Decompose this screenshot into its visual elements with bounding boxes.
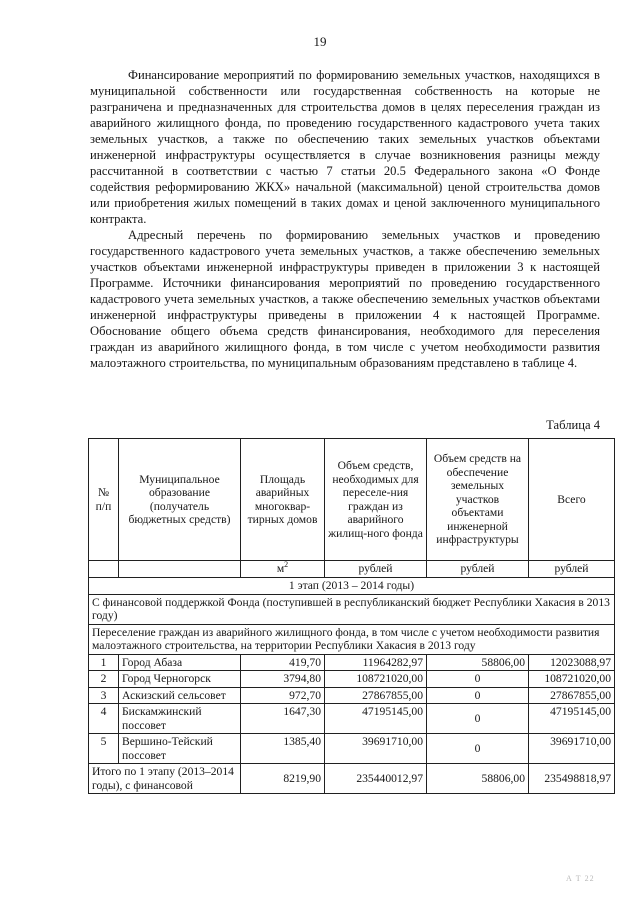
- row-area: 419,70: [241, 654, 325, 671]
- total-relocation: 235440012,97: [325, 764, 427, 794]
- header-area: Площадь аварийных многоквар-тирных домов: [241, 439, 325, 561]
- row-num: 1: [89, 654, 119, 671]
- row-num: 3: [89, 687, 119, 704]
- row-infrastructure: 58806,00: [427, 654, 529, 671]
- row-infrastructure: 0: [427, 704, 529, 734]
- stage-label: 1 этап (2013 – 2014 годы): [89, 578, 615, 595]
- row-total: 108721020,00: [529, 671, 615, 688]
- table-row: [89, 671, 615, 688]
- unit-cell-empty: [119, 561, 241, 578]
- row-relocation: 47195145,00: [325, 704, 427, 734]
- table-row: [89, 734, 615, 764]
- row-municipality: Город Абаза: [119, 654, 241, 671]
- unit-area-text: м: [276, 562, 285, 576]
- paragraph-financing: Финансирование мероприятий по формированию земельных участков, находящихся в муниципальной собственности или государственная собственность на которые не разграничена и предназначенных для строительства домов в целях переселения граждан из аварийного жилищного фонда, по проведению государственного кадастрового учета таких земельных участков, а также по обеспечению таких земельных участков объектами инженерной инфраструктуры осуществляется в случае возникновения разницы между рассчитанной в соответствии с частью 7 статьи 20.5 Федерального закона «О Фонде содействия реформированию ЖКХ» начальной (максимальной) ценой строительства домов или приобретения жилых помещений в таких домах и ценой заключенного муниципального контракта.: [90, 68, 600, 226]
- unit-infrastructure: рублей: [427, 561, 529, 578]
- row-total: 27867855,00: [529, 687, 615, 704]
- table-row: [89, 687, 615, 704]
- row-total: 12023088,97: [529, 654, 615, 671]
- header-infrastructure: Объем средств на обеспечение земельных участков объектами инженерной инфраструктуры: [427, 439, 529, 561]
- unit-cell-empty: [89, 561, 119, 578]
- row-area: 1647,30: [241, 704, 325, 734]
- row-area: 972,70: [241, 687, 325, 704]
- row-relocation: 11964282,97: [325, 654, 427, 671]
- row-relocation: 108721020,00: [325, 671, 427, 688]
- row-area: 3794,80: [241, 671, 325, 688]
- units-row: [89, 561, 615, 578]
- header-row: [89, 439, 615, 561]
- row-infrastructure: 0: [427, 671, 529, 688]
- table-caption: Таблица 4: [546, 418, 600, 432]
- row-num: 2: [89, 671, 119, 688]
- page-number: 19: [313, 34, 327, 49]
- header-num: № п/п: [89, 439, 119, 561]
- row-municipality: Вершино-Тейский поссовет: [119, 734, 241, 764]
- footer-stamp: А Т 22: [566, 874, 595, 883]
- row-relocation: 27867855,00: [325, 687, 427, 704]
- subsection-fund-support: С финансовой поддержкой Фонда (поступившей в республиканский бюджет Республики Хакасия в 2013 году): [89, 594, 615, 624]
- total-label: Итого по 1 этапу (2013–2014 годы), с финансовой: [89, 764, 241, 794]
- stage-row: [89, 578, 615, 595]
- row-relocation: 39691710,00: [325, 734, 427, 764]
- subsection-row-2: [89, 624, 615, 654]
- subsection-resettlement: Переселение граждан из аварийного жилищного фонда, в том числе с учетом необходимости развития малоэтажного строительства, на территории Республики Хакасия в 2013 году: [89, 624, 615, 654]
- row-total: 47195145,00: [529, 704, 615, 734]
- paragraph-address-list: Адресный перечень по формированию земельных участков и проведению государственного кадастрового учета земельных участков, а также обеспечению земельных участков объектами инженерной инфраструктуры приведен в приложении 3 к настоящей Программе. Источники финансирования мероприятий по проведению государственного кадастрового учета земельных участков, а также обеспечению земельных участков объектами инженерной инфраструктуры приведены в приложении 4 к настоящей Программе. Обоснование общего объема средств финансирования, необходимого для переселения граждан из аварийного жилищного фонда, в том числе с учетом необходимости развития малоэтажного строительства, по муниципальным образованиям представлено в таблице 4.: [90, 228, 600, 370]
- row-municipality: Город Черногорск: [119, 671, 241, 688]
- header-relocation: Объем средств, необходимых для переселе-ния граждан из аварийного жилищ-ного фонда: [325, 439, 427, 561]
- header-municipality: Муниципальное образование (получатель бюджетных средств): [119, 439, 241, 561]
- table-row: [89, 654, 615, 671]
- financing-table: [88, 438, 615, 794]
- total-sum: 235498818,97: [529, 764, 615, 794]
- unit-area: [241, 561, 325, 578]
- total-row: [89, 764, 615, 794]
- table-row: [89, 704, 615, 734]
- unit-total: рублей: [529, 561, 615, 578]
- row-num: 5: [89, 734, 119, 764]
- row-area: 1385,40: [241, 734, 325, 764]
- header-total: Всего: [529, 439, 615, 561]
- total-infrastructure: 58806,00: [427, 764, 529, 794]
- row-total: 39691710,00: [529, 734, 615, 764]
- row-infrastructure: 0: [427, 734, 529, 764]
- row-municipality: Бискамжинский поссовет: [119, 704, 241, 734]
- subsection-row-1: [89, 594, 615, 624]
- unit-relocation: рублей: [325, 561, 427, 578]
- total-area: 8219,90: [241, 764, 325, 794]
- row-municipality: Аскизский сельсовет: [119, 687, 241, 704]
- unit-area-superscript: 2: [284, 560, 289, 570]
- row-infrastructure: 0: [427, 687, 529, 704]
- row-num: 4: [89, 704, 119, 734]
